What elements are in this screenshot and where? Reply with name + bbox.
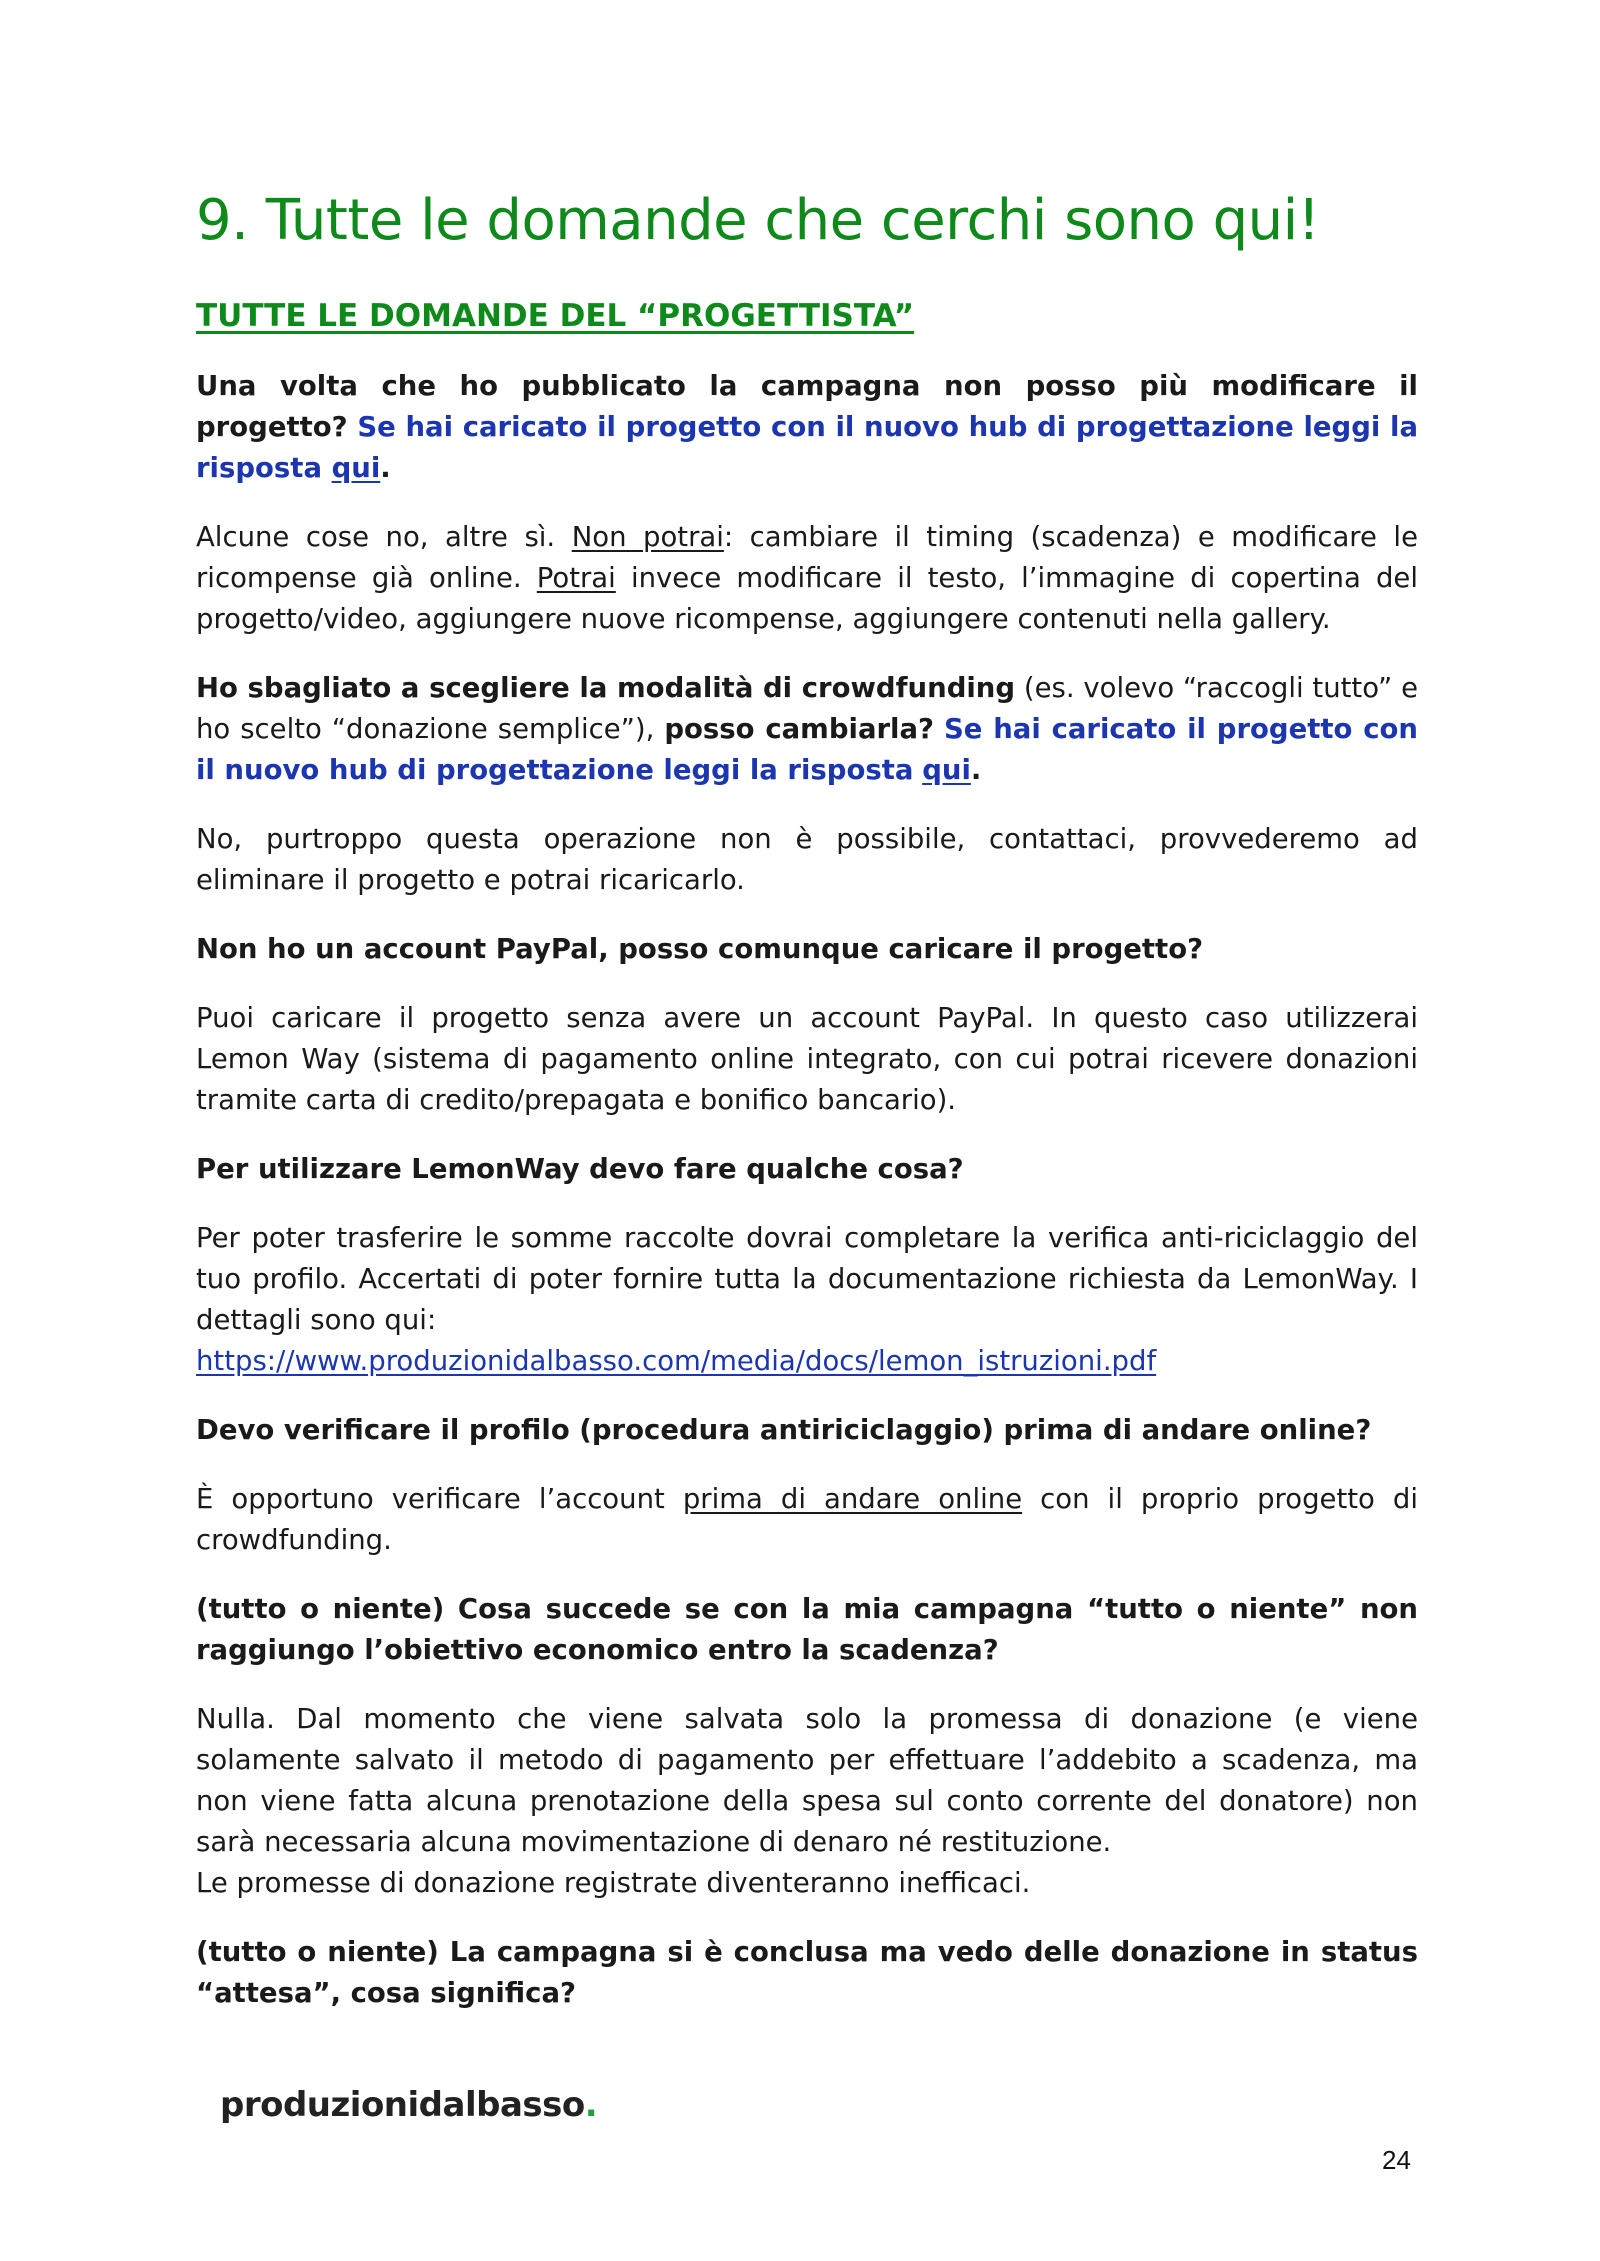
faq6-answer [196,1699,1418,1904]
logo-dot: . [584,2085,598,2125]
page-number: 24 [1382,2145,1411,2175]
faq1-question-text: Una volta che ho pubblicato la campagna non posso più modificare il progetto? [196,370,1418,443]
faq1-answer [196,517,1418,640]
faq2-question [196,668,1418,791]
faq1-answer-mid: : cambiare il timing (scadenza) e modificare le ricompense già online. [196,521,1418,594]
faq1-non-potrai: Non potrai [571,521,724,553]
faq2-question-bold: Ho sbagliato a scegliere la modalità di crowdfunding [196,672,1016,704]
lemon-instructions-link[interactable]: https://www.produzionidalbasso.com/media/docs/lemon_istruzioni.pdf [196,1345,1157,1377]
logo-text: produzionidalbasso [220,2085,585,2125]
faq5-answer-end: con il proprio progetto di crowdfunding. [196,1483,1418,1556]
faq-list [196,366,1418,2042]
faq1-potrai: Potrai [536,562,616,594]
faq1-answer-end: invece modificare il testo, l’immagine di copertina del progetto/video, aggiungere nuove ricompense, aggiungere contenuti nella gallery. [196,562,1418,635]
faq1-note-end: . [380,452,391,484]
faq4-question: Per utilizzare LemonWay devo fare qualche cosa? [196,1153,964,1185]
produzionidalbasso-logo [220,2085,597,2125]
faq5-question: Devo verificare il profilo (procedura antiriciclaggio) prima di andare online? [196,1414,1372,1446]
faq3-question: Non ho un account PayPal, posso comunque caricare il progetto? [196,933,1204,965]
faq6-answer-line2: Le promesse di donazione registrate diventeranno inefficaci. [196,1867,1031,1899]
faq2-qui-link[interactable]: qui [922,754,971,786]
faq2-question-ask: posso cambiarla? [664,713,934,745]
faq2-answer: No, purtroppo questa operazione non è possibile, contattaci, provvederemo ad eliminare il progetto e potrai ricaricarlo. [196,823,1418,896]
page-title: 9. Tutte le domande che cerchi sono qui! [196,188,1320,253]
faq1-question [196,366,1418,489]
faq5-answer-start: È opportuno verificare l’account [196,1483,665,1515]
faq6-question: (tutto o niente) Cosa succede se con la mia campagna “tutto o niente” non raggiungo l’obiettivo economico entro la scadenza? [196,1593,1418,1666]
faq1-hub-note: Se hai caricato il progetto con il nuovo hub di progettazione leggi la risposta [196,411,1418,484]
faq2-hub-note: Se hai caricato il progetto con il nuovo hub di progettazione leggi la risposta [196,713,1418,786]
faq1-qui-link[interactable]: qui [331,452,381,484]
section-title: TUTTE LE DOMANDE DEL “PROGETTISTA” [196,298,915,334]
faq5-answer [196,1479,1418,1561]
faq2-question-example: (es. volevo “raccogli tutto” e ho scelto “donazione semplice”), [196,672,1418,745]
faq3-answer: Puoi caricare il progetto senza avere un account PayPal. In questo caso utilizzerai Lemon Way (sistema di pagamento online integrato, con cui potrai ricevere donazioni tramite carta di credito/prepagata e bonifico bancario). [196,1002,1418,1116]
faq4-answer [196,1218,1418,1382]
faq7-question: (tutto o niente) La campagna si è conclusa ma vedo delle donazione in status “attesa”, cosa significa? [196,1936,1418,2009]
faq4-answer-text: Per poter trasferire le somme raccolte dovrai completare la verifica anti-riciclaggio del tuo profilo. Accertati di poter fornire tutta la documentazione richiesta da LemonWay. I dettagli sono qui: [196,1222,1418,1336]
faq6-answer-line1: Nulla. Dal momento che viene salvata solo la promessa di donazione (e viene solamente salvato il metodo di pagamento per effettuare l’addebito a scadenza, ma non viene fatta alcuna prenotazione della spesa sul conto corrente del donatore) non sarà necessaria alcuna movimentazione di denaro né restituzione. [196,1703,1418,1858]
faq2-note-end: . [970,754,982,786]
faq5-answer-underlined: prima di andare online [682,1483,1023,1515]
faq1-answer-start: Alcune cose no, altre sì. [196,521,556,553]
